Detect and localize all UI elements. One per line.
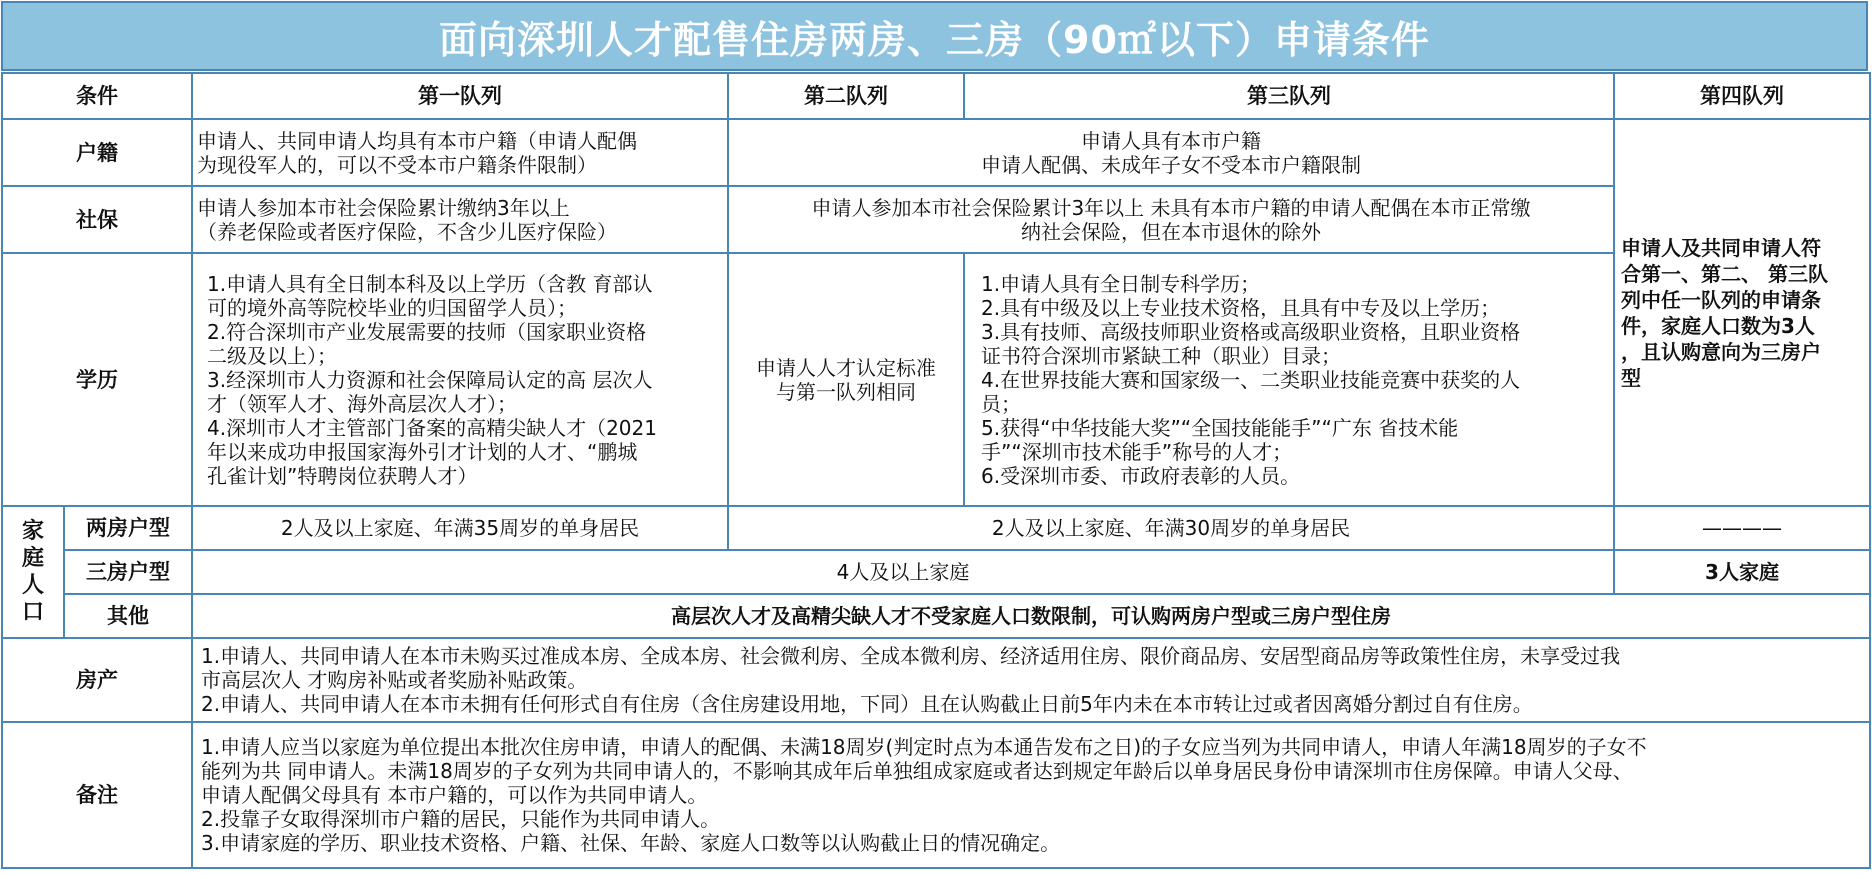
- shebao-queue-2-3: 申请人参加本市社会保险累计3年以上 未具有本市户籍的申请人配偶在本市正常缴 纳社会保险，但在本市退休的除外: [728, 186, 1614, 253]
- header-queue-2: 第二队列: [728, 73, 964, 119]
- property-label: 房产: [2, 638, 192, 722]
- two-room-row: [2, 506, 1870, 550]
- remarks-text: 1.申请人应当以家庭为单位提出本批次住房申请，申请人的配偶、未满18周岁(判定时点为本通告发布之日)的子女应当列为共同申请人，申请人年满18周岁的子女不 能列为共 同申请人。未满18周岁的子女列为共同申请人的，不影响其成年后单独组成家庭或者达到规定年龄后以单身居民身份申请深圳市住房保障。申请人父母、 申请人配偶父母具有 本市户籍的，可以作为共同申请人。 2.投靠子女取得深圳市户籍的居民，只能作为共同申请人。 3.申请家庭的学历、职业技术资格、户籍、社保、年龄、家庭人口数等以认购截止日的情况确定。: [192, 722, 1870, 868]
- other-text: 高层次人才及高精尖缺人才不受家庭人口数限制，可认购两房户型或三房户型住房: [192, 594, 1870, 638]
- three-room-row: [2, 550, 1870, 594]
- xueli-queue-2: 申请人人才认定标准 与第一队列相同: [728, 253, 964, 506]
- three-room-label: 三房户型: [64, 550, 192, 594]
- header-queue-3: 第三队列: [964, 73, 1614, 119]
- remarks-row: [2, 722, 1870, 868]
- shebao-row: [2, 186, 1870, 253]
- xueli-queue-1: 1.申请人具有全日制本科及以上学历（含教 育部认 可的境外高等院校毕业的归国留学人员）； 2.符合深圳市产业发展需要的技师（国家职业资格 二级及以上）； 3.经深圳市人力资源和社会保障局认定的高 层次人 才（领军人才、海外高层次人才）； 4.深圳市人才主管部门备案的高精尖缺人才（2021 年以来成功申报国家海外引才计划的人才、“鹏城 孔雀计划”特聘岗位获聘人才）: [192, 253, 728, 506]
- property-row: [2, 638, 1870, 722]
- property-text: 1.申请人、共同申请人在本市未购买过准成本房、全成本房、社会微利房、全成本微利房、经济适用住房、限价商品房、安居型商品房等政策性住房，未享受过我 市高层次人 才购房补贴或者奖励补贴政策。 2.申请人、共同申请人在本市未拥有任何形式自有住房（含住房建设用地，下同）且在认购截止日前5年内未在本市转让过或者因离婚分割过自有住房。: [192, 638, 1870, 722]
- three-room-queue-1-3: 4人及以上家庭: [192, 550, 1614, 594]
- three-room-queue-4: 3人家庭: [1614, 550, 1870, 594]
- remarks-label: 备注: [2, 722, 192, 868]
- two-room-queue-4: ————: [1614, 506, 1870, 550]
- header-queue-4: 第四队列: [1614, 73, 1870, 119]
- hukou-label: 户籍: [2, 119, 192, 186]
- xueli-label: 学历: [2, 253, 192, 506]
- header-condition: 条件: [2, 73, 192, 119]
- xueli-row: [2, 253, 1870, 506]
- two-room-queue-2-3: 2人及以上家庭、年满30周岁的单身居民: [728, 506, 1614, 550]
- other-label: 其他: [64, 594, 192, 638]
- shebao-label: 社保: [2, 186, 192, 253]
- conditions-table: [1, 72, 1871, 869]
- header-queue-1: 第一队列: [192, 73, 728, 119]
- queue-4-conditions: 申请人及共同申请人符 合第一、第二、 第三队 列中任一队列的申请条 件，家庭人口数为3人 ，且认购意向为三房户 型: [1614, 119, 1870, 506]
- hukou-queue-2-3: 申请人具有本市户籍 申请人配偶、未成年子女不受本市户籍限制: [728, 119, 1614, 186]
- shebao-queue-1: 申请人参加本市社会保险累计缴纳3年以上 （养老保险或者医疗保险，不含少儿医疗保险）: [192, 186, 728, 253]
- family-size-label: 家 庭 人 口: [2, 506, 64, 638]
- xueli-queue-3: 1.申请人具有全日制专科学历； 2.具有中级及以上专业技术资格，且具有中专及以上学历； 3.具有技师、高级技师职业资格或高级职业资格，且职业资格 证书符合深圳市紧缺工种（职业）目录； 4.在世界技能大赛和国家级一、二类职业技能竞赛中获奖的人 员； 5.获得“中华技能大奖”“全国技能能手”“广东 省技术能 手”“深圳市技术能手”称号的人才； 6.受深圳市委、市政府表彰的人员。: [964, 253, 1614, 506]
- two-room-queue-1: 2人及以上家庭、年满35周岁的单身居民: [192, 506, 728, 550]
- other-row: [2, 594, 1870, 638]
- header-row: [2, 73, 1870, 119]
- page-title: 面向深圳人才配售住房两房、三房（90㎡以下）申请条件: [1, 1, 1868, 71]
- two-room-label: 两房户型: [64, 506, 192, 550]
- hukou-row: [2, 119, 1870, 186]
- hukou-queue-1: 申请人、共同申请人均具有本市户籍（申请人配偶 为现役军人的，可以不受本市户籍条件限制）: [192, 119, 728, 186]
